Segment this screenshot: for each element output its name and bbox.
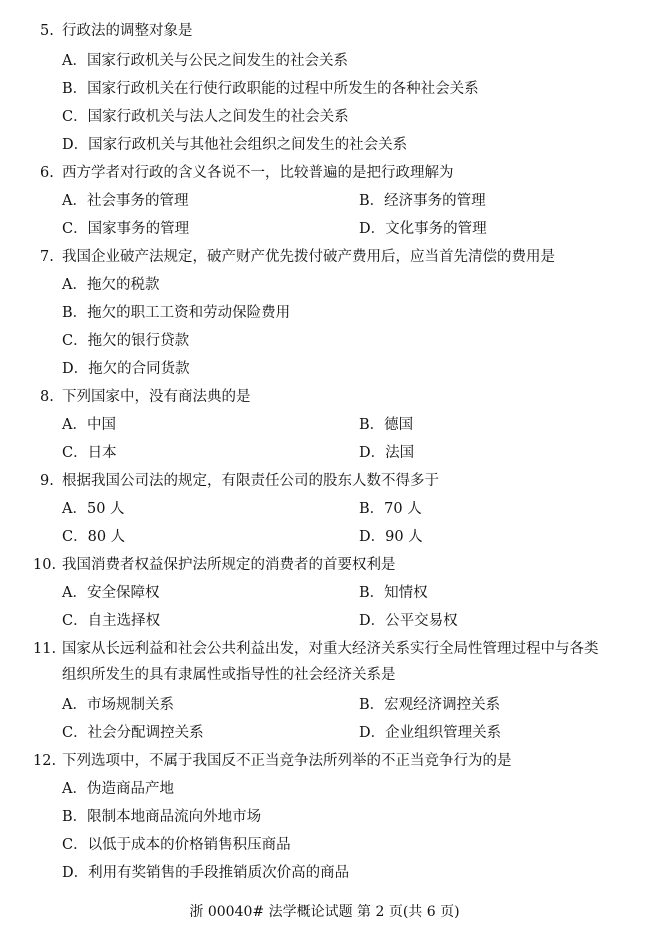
- option: D．国家行政机关与其他社会组织之间发生的社会关系: [62, 137, 408, 153]
- option: D．拖欠的合同货款: [62, 361, 190, 377]
- question-number: 8.: [40, 389, 54, 405]
- option: D．文化事务的管理: [359, 221, 487, 237]
- option: B．国家行政机关在行使行政职能的过程中所发生的各种社会关系: [62, 81, 479, 97]
- option: D．公平交易权: [359, 613, 458, 629]
- option: C．国家事务的管理: [62, 221, 190, 237]
- option: B．经济事务的管理: [359, 193, 486, 209]
- option: D．企业组织管理关系: [359, 725, 502, 741]
- option: C．国家行政机关与法人之间发生的社会关系: [62, 109, 349, 125]
- question-stem: 西方学者对行政的含义各说不一，比较普遍的是把行政理解为: [62, 165, 454, 181]
- question-number: 10.: [33, 557, 57, 573]
- question-stem: 下列国家中，没有商法典的是: [62, 389, 251, 405]
- option: A．国家行政机关与公民之间发生的社会关系: [62, 53, 348, 69]
- question-number: 12.: [33, 753, 57, 769]
- option: A．50 人: [62, 501, 125, 517]
- option: B．知情权: [359, 585, 428, 601]
- option: A．拖欠的税款: [62, 277, 160, 293]
- question-number: 9.: [40, 473, 54, 489]
- page-footer: 浙 00040# 法学概论试题 第 2 页(共 6 页): [189, 904, 460, 920]
- option: C．自主选择权: [62, 613, 161, 629]
- question-number: 5.: [40, 23, 54, 39]
- question-stem: 我国消费者权益保护法所规定的消费者的首要权利是: [62, 557, 396, 573]
- option: B．70 人: [359, 501, 422, 517]
- option: C．拖欠的银行贷款: [62, 333, 190, 349]
- question-number: 6.: [40, 165, 54, 181]
- option: A．市场规制关系: [62, 697, 174, 713]
- question-number: 11.: [33, 641, 57, 657]
- option: D．法国: [359, 445, 415, 461]
- option: A．安全保障权: [62, 585, 160, 601]
- question-number: 7.: [40, 249, 54, 265]
- option: C．日本: [62, 445, 117, 461]
- option: B．限制本地商品流向外地市场: [62, 809, 262, 825]
- option: C．社会分配调控关系: [62, 725, 204, 741]
- option: A．伪造商品产地: [62, 781, 174, 797]
- option: A．中国: [62, 417, 116, 433]
- option: B．德国: [359, 417, 414, 433]
- option: C．80 人: [62, 529, 126, 545]
- option: D．90 人: [359, 529, 423, 545]
- question-stem: 行政法的调整对象是: [62, 23, 193, 39]
- option: B．拖欠的职工工资和劳动保险费用: [62, 305, 291, 321]
- question-stem: 下列选项中，不属于我国反不正当竞争法所列举的不正当竞争行为的是: [62, 753, 512, 769]
- option: D．利用有奖销售的手段推销质次价高的商品: [62, 865, 350, 881]
- question-stem-continuation: 组织所发生的具有隶属性或指导性的社会经济关系是: [62, 667, 396, 683]
- question-stem: 根据我国公司法的规定，有限责任公司的股东人数不得多于: [62, 473, 439, 489]
- option: B．宏观经济调控关系: [359, 697, 501, 713]
- option: A．社会事务的管理: [62, 193, 189, 209]
- question-stem: 我国企业破产法规定，破产财产优先拨付破产费用后，应当首先清偿的费用是: [62, 249, 555, 265]
- option: C．以低于成本的价格销售积压商品: [62, 837, 291, 853]
- question-stem: 国家从长远利益和社会公共利益出发，对重大经济关系实行全局性管理过程中与各类: [62, 641, 599, 657]
